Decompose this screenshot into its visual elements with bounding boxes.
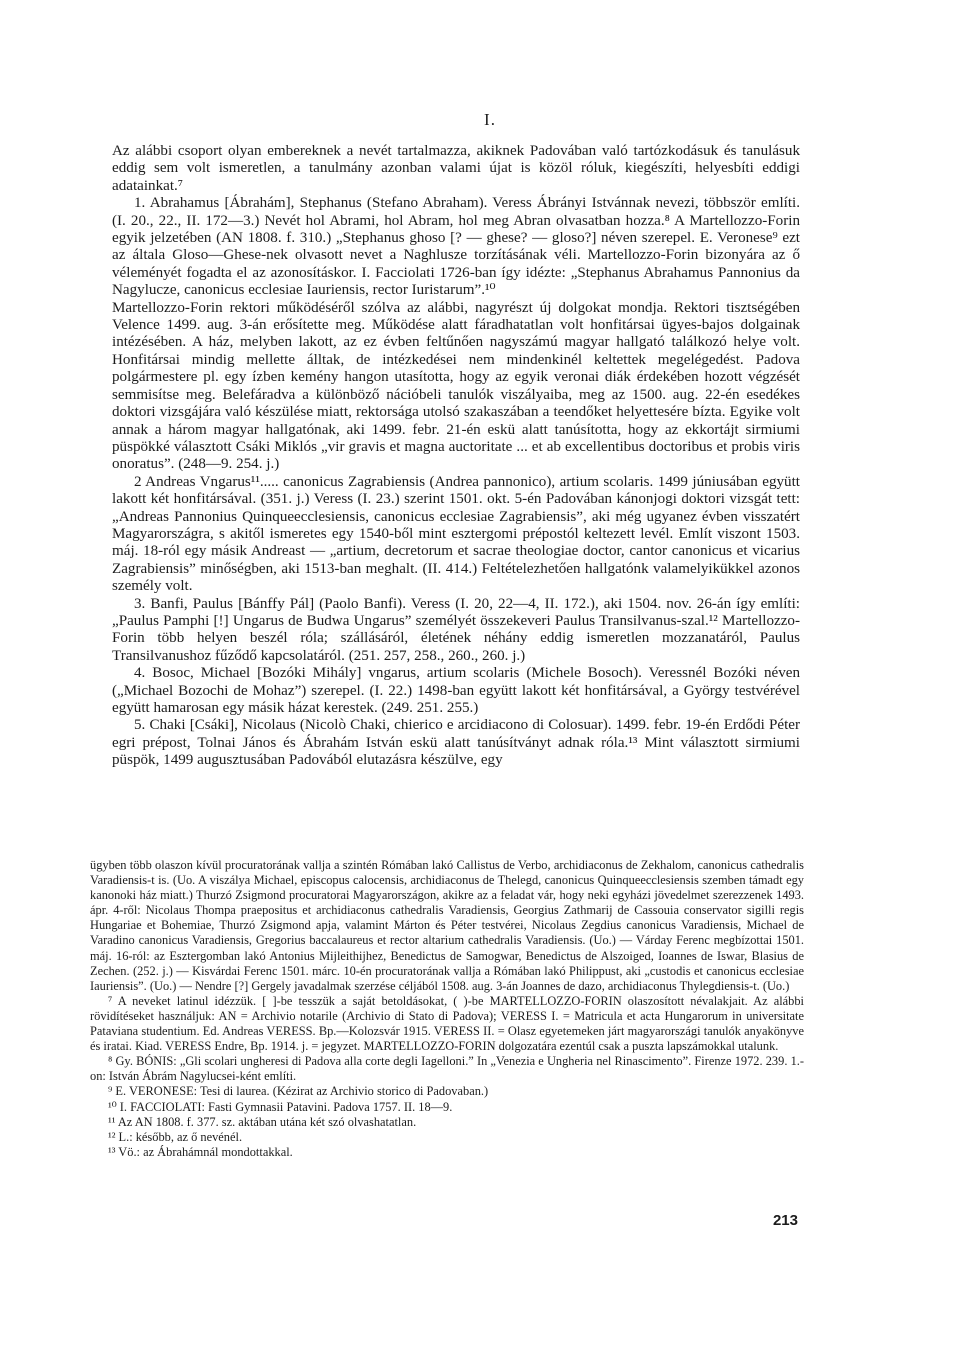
page-number: 213 <box>772 1212 798 1229</box>
body-paragraph: 1. Abrahamus [Ábrahám], Stephanus (Stefano Abraham). Veress Ábrányi Istvánnak nevezi, többször említi. (I. 20., 22., II. 172—3.) Nevét hol Abrami, hol Abram, hol meg Abran olvasatban hozza.⁸ A Martellozzo-Forin egyik jelzetében (AN 1808. f. 310.) „Stephanus ghoso [? — ghese? — gloso?] néven szerepel. E. Veronese⁹ ezt az általa Gloso—Ghese-nek olvasott nevet a Naghlusze torzításának véli. Martellozzo-Forin bizonyára az ő véleményét fogadta el az azonosításkor. I. Facciolati 1726-ban így idézte: „Stephanus Abrahamus Pannonius da Nagylucze, canonicus ecclesiae Iauriensis, rector Iuristarum”.¹⁰ <box>112 195 800 299</box>
footnote-paragraph: ¹⁰ I. FACCIOLATI: Fasti Gymnasii Patavini. Padova 1757. II. 18—9. <box>108 1099 453 1114</box>
body-paragraph: Martellozzo-Forin rektori működéséről szólva az alábbi, nagyrészt új dolgokat mondja. Rektori tisztségében Velence 1499. aug. 3-án erősítette meg. Működése alatt fáradhatatlan volt honfitársai ügyes-bajos dolgainak intézésében. A ház, melyben lakott, az ez évben feltűnően nagyszámú magyar hallgató találkozó helye volt. Honfitársai mindig mellette álltak, de intézkedései nem mindenkinél keltettek megelégedést. Padova polgármestere pl. egy ízben kemény hangon utasította, hogy az egyik veronai diák érdekében hozott végzését semmisítse meg. Belefáradva a különböző nációbeli tanulók viszályaiba, meg az 1500. aug. 22-én esedékes doktori vizsgájára való készülése miatt, rektorsága utolsó szakaszában a teendőket helyettesére bízta. Egyike volt annak a három magyar hallgatónak, aki 1499. febr. 21-én eskü alatt tanúsította, hogy az ekkortájt sirmiumi püspökké választott Csáki Miklós „vir gravis et magna auctoritate ... et ab excellentibus doctoribus et probis viris onoratus”. (248—9. 254. j.) <box>112 299 800 473</box>
body-paragraph: 3. Banfi, Paulus [Bánffy Pál] (Paolo Banfi). Veress (I. 20, 22—4, II. 172.), aki 1504. nov. 26-án így említi: „Paulus Pamphi [!] Ungarus de Budwa Ungarus” személyét összekeveri Paulus Transilvanus-szal.¹² Martellozzo-Forin több helyen beszél róla; szállásáról, életének néhány eddig ismeretlen mozzanatáról, Paulus Transilvanushoz fűződő kapcsolatáról. (251. 257, 258., 260., 260. j.) <box>112 595 800 664</box>
body-paragraph: 4. Bosoc, Michael [Bozóki Mihály] vngarus, artium scolaris (Michele Bosoch). Veressnél Bozóki néven („Michael Bozochi de Mohaz”) szerepel. (I. 22.) 1498-ban együtt lakott két honfitársával, a György testvérével együtt hamarosan egy másik házat kerestek. (249. 251. 255.) <box>112 665 800 716</box>
footnote-paragraph: ⁷ A neveket latinul idézzük. [ ]-be tesszük a saját betoldásokat, ( )-be MARTELLOZZO-FORIN olaszosított névalakjait. Az alábbi rövidítéseket használjuk: AN = Archivio notarile (Archivio di Stato di Padova); VERESS I. = Matricula et acta Hungarorum in universitate Pataviana studentium. Ed. Andreas VERESS. Bp.—Kolozsvár 1915. VERESS II. = Olasz egyetemeken járt magyarországi tanulók anyakönyve és iratai. Kiad. VERESS Endre, Bp. 1914. j. = jegyzet. MARTELLOZZO-FORIN dolgozatára ezentúl csak a puszta lapszámokkal utalunk. <box>90 993 804 1054</box>
main-text <box>112 143 800 770</box>
body-paragraph: 2 Andreas Vngarus¹¹..... canonicus Zagrabiensis (Andrea pannonico), artium scolaris. 1499 júniusában együtt lakott két honfitársával. (351. j.) Veress (I. 23.) szerint 1501. okt. 5-én Padovában kánonjogi doktori vizsgát tett: „Andreas Pannonius Quinqueecclesiensis, canonicus ecclesiae Zagrabiensis”, aki még ugyanez évben visszatért Magyarországra, s akitől ismeretes egy 1540-ből mint esztergomi prépostól keltezett levél. Említ viszont 1503. máj. 18-ról egy másik Andreast — „artium, decretorum et sacrae theologiae doctor, cantor canonicus et vicarius Zagrabiensis” minőségben, aki 1513-ban meghalt. (II. 414.) Feltételezhetően hallgatónk valamelyikükkel azonos személy volt. <box>112 473 800 595</box>
section-heading: I. <box>484 110 496 129</box>
footnote-paragraph: ⁹ E. VERONESE: Tesi di laurea. (Kézirat az Archivio storico di Padovaban.) <box>108 1084 489 1099</box>
footnote-paragraph: ügyben több olaszon kívül procuratorának vallja a szintén Rómában lakó Callistus de Verbo, archidiaconus de Zekhalom, canonicus cathedralis Varadiensis-t is. (Uo. A viszálya Michael, episcopus calocensis, archidiaconus de Thelegd, canonicus Quinqueecclesiensis szemben támadt egy kanonoki ház miatt.) Thurzó Zsigmond procuratorai Magyarországon, akikre az a feladat vár, hogy neki egyházi jövedelmet szerezzenek 1493. ápr. 4-ről: Nicolaus Thompa praepositus et archidiaconus cathedralis Varadiensis, Georgius Zathmarij de Cassouia conservator sigilli regis Hungariae et Bohemiae, Thurzó Zsigmond apja, valamint Márton és Péter testvérei, Nicolaus Zegdius canonicus Varadiensis, Michael de Varadino canonicus Varadiensis, Gregorius baccalaureus et rector altarium cathedralis Varadiensis. (Uo.) — Várday Ferenc megbízottai 1501. máj. 16-ról: az Esztergomban lakó Antonius Mijleithijhez, Benedictus de Samogwar, Benedictus de Alszoiged, Ioannes de Iswar, Blasius de Zechen. (252. j.) — Kisvárdai Ferenc 1501. márc. 10-én procuratorának vallja a Rómában lakó Philippust, aki „custodis et canonicus ecclesiae Iauriensis”. (Uo.) — Nendre [?] Gergely javadalmak szerzése céljából 1508. aug. 3-án Joannes de dazo, archidiaconus Thylegdiensis-t. (Uo.) <box>90 858 804 993</box>
footnote-paragraph: ¹³ Vö.: az Ábrahámnál mondottakkal. <box>108 1144 293 1159</box>
body-paragraph: Az alábbi csoport olyan embereknek a nevét tartalmazza, akiknek Padovában való tartózkodásuk és tanulásuk eddig sem volt ismeretlen, a tanulmány azonban valami újat is közöl róluk, kiegészíti, helyesbíti eddigi adatainkat.⁷ <box>112 143 800 194</box>
footnote-paragraph: ¹¹ Az AN 1808. f. 377. sz. aktában utána két szó olvashatatlan. <box>108 1114 417 1129</box>
footnotes <box>90 858 804 1160</box>
body-paragraph: 5. Chaki [Csáki], Nicolaus (Nicolò Chaki, chierico e arcidiacono di Colosuar). 1499. febr. 19-én Erdődi Péter egri prépost, Tolnai János és Ábrahám István eskü alatt tanúsítványt adnak róla.¹³ Mint választott sirmiumi püspök, 1499 augusztusában Padovából elutazásra készülve, egy <box>112 717 800 769</box>
footnote-paragraph: ⁸ Gy. BÓNIS: „Gli scolari ungheresi di Padova alla corte degli Iagelloni.” In „Venezia e Ungheria nel Rinascimento”. Firenze 1972. 239. 1.-on: István Ábrám Nagylucsei-ként említi. <box>90 1054 804 1084</box>
footnote-paragraph: ¹² L.: később, az ő nevénél. <box>108 1129 243 1144</box>
